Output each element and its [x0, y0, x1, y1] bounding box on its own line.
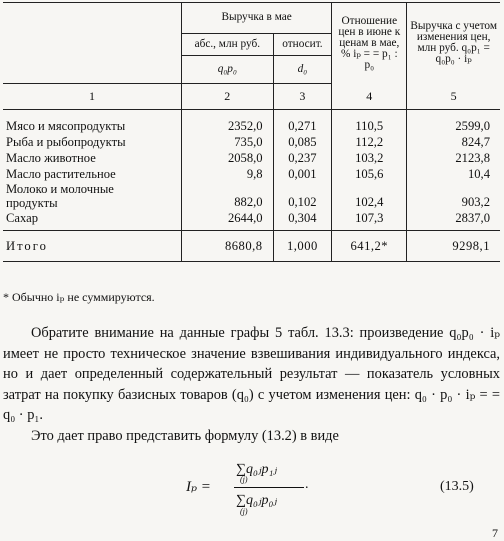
- page-mark: 7: [492, 526, 498, 540]
- total-row: [3, 231, 500, 262]
- row-abs: 9,8: [182, 166, 274, 182]
- row-adj: 903,2: [407, 182, 500, 210]
- body-text: [3, 323, 500, 446]
- table-row: [3, 182, 500, 210]
- table-row: [3, 150, 500, 166]
- col-number-3: 3: [273, 84, 332, 110]
- fraction-bar: [234, 487, 304, 488]
- row-abs: 2644,0: [182, 210, 274, 231]
- col-number-1: 1: [3, 84, 182, 110]
- row-rel: 0,271: [273, 118, 332, 134]
- row-ratio: 107,3: [332, 210, 407, 231]
- row-rel: 0,304: [273, 210, 332, 231]
- row-name: Рыба и рыбопродукты: [6, 135, 126, 149]
- paragraph-2: Это дает право представить формулу (13.2) в виде: [31, 427, 339, 444]
- row-name: Мясо и мясопродукты: [6, 119, 126, 133]
- header-revenue-adjusted: Выручка с учетом изменения цен, млн руб. q₀p₁ = q₀p₀ · iₚ: [407, 3, 500, 84]
- row-adj: 824,7: [407, 134, 500, 150]
- table-row: [3, 118, 500, 134]
- header-revenue-may: Выручка в мае: [182, 3, 332, 34]
- row-name: Сахар: [3, 210, 182, 231]
- table-footnote: * Обычно iₚ не суммируются.: [3, 290, 155, 304]
- price-index-table: [3, 2, 500, 262]
- total-ratio: 641,2*: [332, 231, 407, 262]
- row-abs: 2058,0: [182, 150, 274, 166]
- formula-period: .: [305, 477, 309, 492]
- table-row: [3, 166, 500, 182]
- col-number-4: 4: [332, 84, 407, 110]
- row-name: Масло растительное: [6, 167, 116, 181]
- header-price-ratio: Отношение цен в июне к ценам в мае, % iₚ = = p₁ : p₀: [332, 3, 407, 84]
- row-name: Молоко и молочные продукты: [6, 182, 114, 210]
- row-adj: 2123,8: [407, 150, 500, 166]
- row-rel: 0,102: [273, 182, 332, 210]
- row-rel: 0,001: [273, 166, 332, 182]
- header-rel: относит.: [273, 33, 332, 55]
- row-abs: 735,0: [182, 134, 274, 150]
- total-abs: 8680,8: [182, 231, 274, 262]
- total-adj: 9298,1: [407, 231, 500, 262]
- formula-13-5: [0, 457, 504, 537]
- row-adj: 10,4: [407, 166, 500, 182]
- formula-numerator: ∑q₀ⱼp₁ⱼ: [236, 462, 278, 477]
- header-rel-symbol: d₀: [273, 55, 332, 84]
- col-number-5: 5: [407, 84, 500, 110]
- row-adj: 2599,0: [407, 118, 500, 134]
- total-rel: 1,000: [273, 231, 332, 262]
- row-ratio: 105,6: [332, 166, 407, 182]
- row-name: Масло животное: [6, 151, 96, 165]
- paragraph-1: Обратите внимание на данные графы 5 табл. 13.3: произведение q₀p₀ · iₚ имеет не просто техническое значение взвешивания индивидуального индекса, но и дает определенный содержательный результат — показатель условных затрат на покупку базисных товаров (q₀) с учетом изменения цен: q₀ · p₀ · iₚ = = q₀ · p₁.: [3, 325, 500, 423]
- row-ratio: 102,4: [332, 182, 407, 210]
- formula-denominator: ∑q₀ⱼp₀ⱼ: [236, 493, 278, 508]
- table-row: [3, 134, 500, 150]
- equation-number: (13.5): [440, 479, 474, 494]
- row-abs: 2352,0: [182, 118, 274, 134]
- header-abs-symbol: q₀p₀: [182, 55, 274, 84]
- row-rel: 0,237: [273, 150, 332, 166]
- row-rel: 0,085: [273, 134, 332, 150]
- row-ratio: 103,2: [332, 150, 407, 166]
- formula-denominator-sub: (j): [240, 507, 248, 516]
- formula-numerator-sub: (j): [240, 475, 248, 484]
- header-blank: [3, 3, 182, 34]
- table-row: [3, 210, 500, 231]
- row-adj: 2837,0: [407, 210, 500, 231]
- row-ratio: 112,2: [332, 134, 407, 150]
- col-number-2: 2: [182, 84, 274, 110]
- header-abs: абс., млн руб.: [182, 33, 274, 55]
- row-ratio: 110,5: [332, 118, 407, 134]
- formula-lhs: Iₚ =: [186, 479, 211, 495]
- row-abs: 882,0: [182, 182, 274, 210]
- total-label: Итого: [3, 231, 182, 262]
